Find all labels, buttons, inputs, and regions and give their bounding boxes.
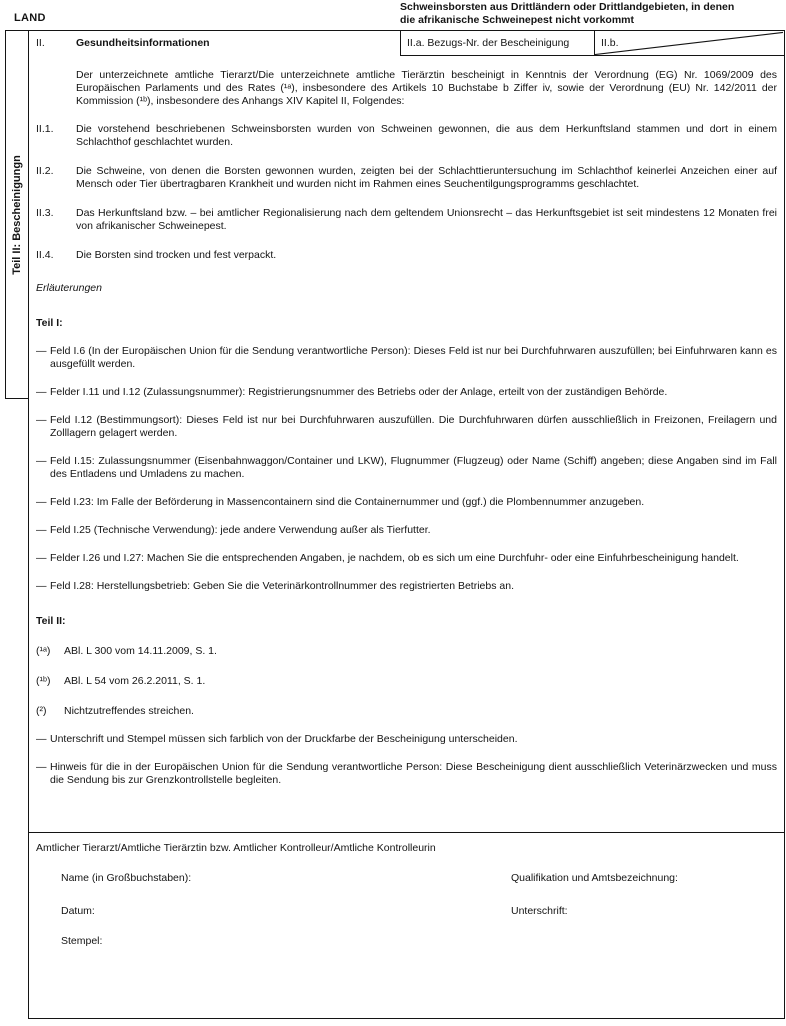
signature-row-date [61,905,777,918]
footnote-marker: (¹ᵇ) [36,675,51,687]
health-item-II4 [36,249,777,262]
footnote-marker: (²) [36,705,47,717]
name-label: Name (in Großbuchstaben): [61,871,192,884]
document-title-line1: Schweinsborsten aus Drittländern oder Drittlandgebieten, in denen [400,1,735,13]
note-text: Feld I.12 (Bestimmungsort): Dieses Feld ist nur bei Durchfuhrwaren auszufüllen. Die Durchfuhrwaren dürfen ausschließlich in Freizonen, Freilagern und Zolllagern gelagert werden. [50,414,777,439]
reference-number-cell: II.a. Bezugs-Nr. der Bescheinigung [400,31,594,56]
part2-note-signature-color [36,733,777,746]
item-number: II.4. [36,249,54,261]
signature-row-stamp [61,935,777,948]
country-label: LAND [14,12,46,24]
note-text: Feld I.28: Herstellungsbetrieb: Geben Sie die Veterinärkontrollnummer des registrierten Betriebs an. [50,580,514,592]
stamp-label: Stempel: [61,934,103,947]
notes-heading: Erläuterungen [36,282,102,294]
bullet-dash: — [36,496,47,508]
health-item-II3 [36,207,777,233]
footnote-text: ABl. L 300 vom 14.11.2009, S. 1. [64,645,217,657]
item-text: Das Herkunftsland bzw. – bei amtlicher Regionalisierung nach dem geltendem Unionsrecht – das Herkunftsgebiet ist seit mindestens 12 Monaten frei von afrikanischer Schweinepest. [76,207,777,232]
note-text: Feld I.23: Im Falle der Beförderung in Massencontainern sind die Containernummer und (ggf.) die Plombennummer anzugeben. [50,496,645,508]
signature-section [29,832,784,1019]
diagonal-strikethrough-line [595,31,784,55]
item-number: II.2. [36,165,54,177]
note-text: Hinweis für die in der Europäischen Union für die Sendung verantwortliche Person: Diese Bescheinigung dient ausschließlich Veterinärzwecken und muss die Sendung bis zur Grenzkontrollstelle begleiten. [50,761,777,786]
date-label: Datum: [61,904,95,917]
document-title [400,1,782,27]
signature-label: Unterschrift: [511,904,568,917]
section-number: II. [36,37,45,49]
note-text: Felder I.26 und I.27: Machen Sie die entsprechenden Angaben, je nachdem, ob es sich um eine Durchfuhr- oder eine Einfuhrbescheinigung handelt. [50,552,739,564]
signature-row-name [61,872,777,885]
note-text: Felder I.11 und I.12 (Zulassungsnummer): Registrierungsnummer des Betriebs oder der Anlage, erteilt von der zuständigen Behörde. [50,386,668,398]
part1-note-fields-i26-i27 [36,552,777,565]
bullet-dash: — [36,580,47,592]
part1-note-field-i28 [36,580,777,593]
footnote-1b [36,675,777,688]
signature-heading: Amtlicher Tierarzt/Amtliche Tierärztin bzw. Amtlicher Kontrolleur/Amtliche Kontrolleurin [36,841,436,854]
iib-cell [594,31,784,56]
part1-note-field-i6 [36,345,777,371]
part1-note-field-i25 [36,524,777,537]
item-text: Die Borsten sind trocken und fest verpackt. [76,249,277,261]
note-text: Feld I.25 (Technische Verwendung): jede andere Verwendung außer als Tierfutter. [50,524,431,536]
section-title: Gesundheitsinformationen [76,37,210,49]
part2-side-label-box [5,30,29,399]
document-title-line2: die afrikanische Schweinepest nicht vorkommt [400,14,634,26]
note-text: Unterschrift und Stempel müssen sich farblich von der Druckfarbe der Bescheinigung unterscheiden. [50,733,518,745]
iib-label: II.b. [601,37,619,49]
health-item-II2 [36,165,777,191]
bullet-dash: — [36,414,47,426]
footnote-2 [36,705,777,718]
bullet-dash: — [36,386,47,398]
health-item-II1 [36,123,777,149]
bullet-dash: — [36,733,47,745]
health-info-header-cell [29,31,400,56]
certificate-header-row [29,31,784,56]
item-number: II.1. [36,123,54,135]
part2-side-label: Teil II: Bescheinigungn [11,154,23,275]
footnote-1a [36,645,777,658]
footnote-text: ABl. L 54 vom 26.2.2011, S. 1. [64,675,206,687]
certificate-content [29,69,784,787]
bullet-dash: — [36,552,47,564]
part1-note-fields-i11-i12 [36,386,777,399]
part2-heading: Teil II: [36,615,66,627]
note-text: Feld I.15: Zulassungsnummer (Eisenbahnwaggon/Container und LKW), Flugnummer (Flugzeug) oder Name (Schiff) angeben; diese Angaben sind im Fall des Entladens und Umladens zu machen. [50,455,777,480]
item-text: Die Schweine, von denen die Borsten gewonnen wurden, zeigten bei der Schlachttieruntersuchung im Schlachthof keinerlei Anzeichen einer auf Mensch oder Tier übertragbaren Krankheit und wurden nicht im Rahmen eines Seuchentilgungsprogramms geschlachtet. [76,165,777,190]
part1-heading: Teil I: [36,317,63,329]
attestation-intro: Der unterzeichnete amtliche Tierarzt/Die unterzeichnete amtliche Tierärztin bescheinigt in Kenntnis der Verordnung (EG) Nr. 1069/2009 des Europäischen Parlaments und des Rates (¹ᵃ), insbesondere des Artikels 10 Buchstabe b Ziffer iv, sowie der Verordnung (EU) Nr. 142/2011 der Kommission (¹ᵇ), insbesondere des Anhangs XIV Kapitel II, Folgendes: [76,69,777,107]
bullet-dash: — [36,761,47,773]
part2-note-responsible-person [36,761,777,787]
bullet-dash: — [36,524,47,536]
note-text: Feld I.6 (In der Europäischen Union für die Sendung verantwortliche Person): Dieses Feld ist nur bei Durchfuhrwaren auszufüllen; bei Einfuhrwaren kann es ausgefüllt werden. [50,345,777,370]
qualification-label: Qualifikation und Amtsbezeichnung: [511,871,678,884]
item-number: II.3. [36,207,54,219]
bullet-dash: — [36,455,47,467]
certificate-body [28,30,785,1019]
footnote-marker: (¹ᵃ) [36,645,51,657]
bullet-dash: — [36,345,47,357]
item-text: Die vorstehend beschriebenen Schweinsborsten wurden von Schweinen gewonnen, die aus dem Herkunftsland stammen und dort in einem Schlachthof geschlachtet wurden. [76,123,777,148]
part1-note-field-i23 [36,496,777,509]
footnote-text: Nichtzutreffendes streichen. [64,705,194,717]
part1-note-field-i12 [36,414,777,440]
part1-note-field-i15 [36,455,777,481]
